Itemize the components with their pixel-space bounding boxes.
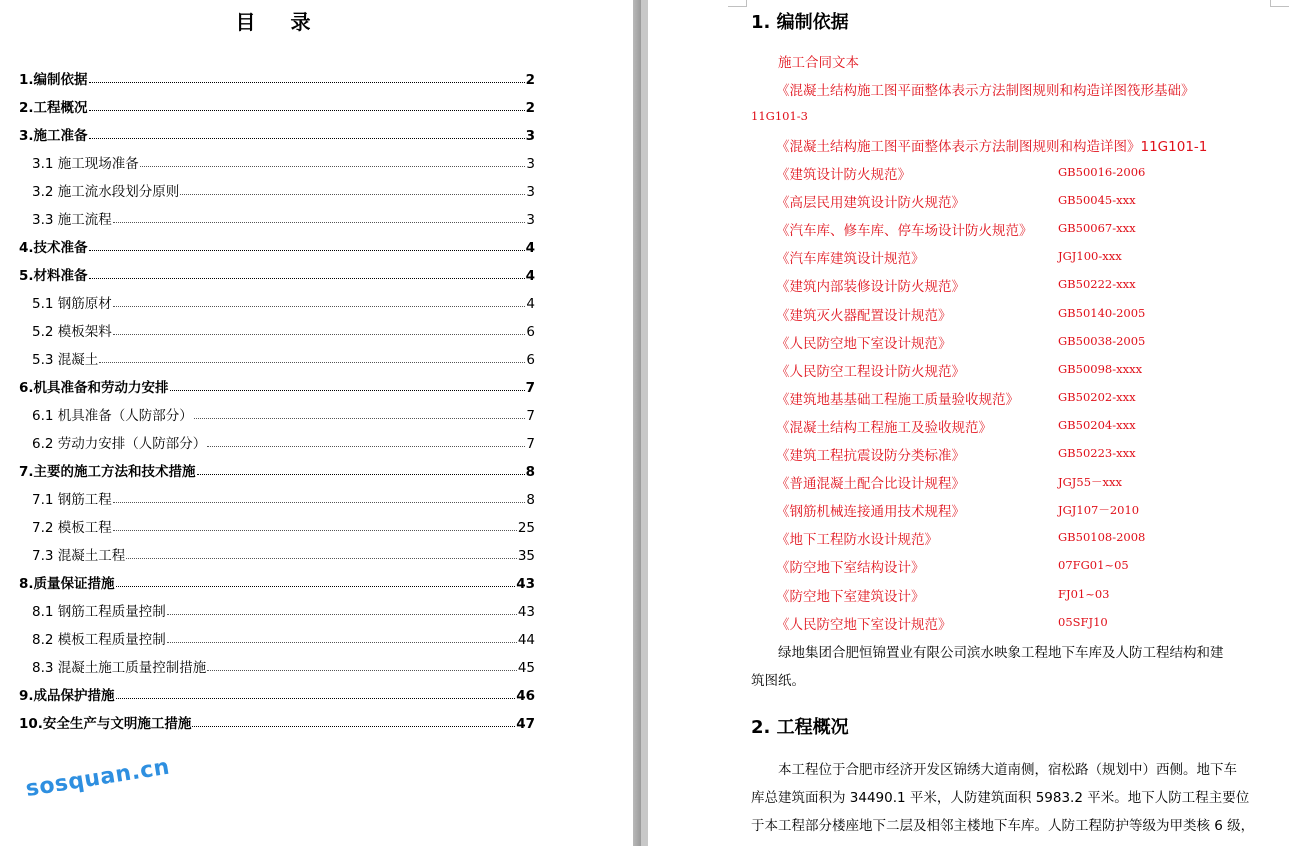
- toc-entry-label: 3.1 施工现场准备: [32, 156, 139, 172]
- reference-code: 07FG01~05: [1058, 558, 1129, 573]
- toc-dot-leader: [126, 558, 517, 559]
- toc-entry-page: 46: [516, 688, 535, 704]
- paragraph-line: 库总建筑面积为 34490.1 平米，人防建筑面积 5983.2 平米。地下人防工程主要位: [751, 790, 1250, 806]
- toc-entry[interactable]: [32, 292, 535, 312]
- toc-entry[interactable]: [32, 208, 535, 228]
- reference-code: JGJ100-xxx: [1058, 249, 1122, 264]
- toc-dot-leader: [113, 334, 526, 335]
- toc-dot-leader: [113, 306, 526, 307]
- body-page: [648, 0, 1299, 846]
- reference-code: GB50222-xxx: [1058, 277, 1136, 292]
- reference-long: 《混凝土结构施工图平面整体表示方法制图规则和构造详图》11G101-1: [776, 139, 1208, 155]
- toc-entry-page: 3: [526, 212, 535, 228]
- reference-name: 《防空地下室结构设计》: [776, 560, 925, 577]
- reference-name: 《建筑灭火器配置设计规范》: [776, 307, 952, 324]
- reference-name: 《防空地下室建筑设计》: [776, 588, 925, 605]
- toc-entry-label: 5.2 模板架料: [32, 324, 112, 340]
- toc-dot-leader: [180, 194, 525, 195]
- toc-entry-label: 3.2 施工流水段划分原则: [32, 184, 180, 200]
- toc-entry-label: 1.编制依据: [19, 72, 88, 88]
- toc-page: [0, 0, 633, 846]
- toc-dot-leader: [207, 446, 525, 447]
- toc-entry-page: 43: [517, 604, 535, 620]
- toc-entry-label: 4.技术准备: [19, 240, 88, 256]
- toc-entry-page: 8: [525, 464, 535, 480]
- toc-entry-page: 7: [526, 408, 535, 424]
- reference-name: 《混凝土结构工程施工及验收规范》: [776, 419, 992, 436]
- reference-name: 《钢筋机械连接通用技术规程》: [776, 504, 965, 521]
- section-heading: 1. 编制依据: [751, 12, 849, 33]
- reference-code: GB50204-xxx: [1058, 417, 1136, 432]
- toc-entry-label: 7.3 混凝土工程: [32, 548, 126, 564]
- reference-code: JGJ55－xxx: [1058, 475, 1122, 490]
- reference-name: 《人民防空地下室设计规范》: [776, 616, 952, 633]
- toc-dot-leader: [192, 726, 515, 727]
- reference-name: 《人民防空工程设计防火规范》: [776, 363, 965, 380]
- toc-entry-label: 7.2 模板工程: [32, 520, 112, 536]
- toc-entry[interactable]: [19, 712, 535, 732]
- toc-dot-leader: [89, 138, 525, 139]
- reference-code: GB50223-xxx: [1058, 446, 1136, 460]
- reference-name: 《汽车库建筑设计规范》: [776, 251, 925, 268]
- reference-name: 《建筑设计防火规范》: [776, 167, 911, 183]
- toc-entry[interactable]: [32, 600, 535, 620]
- toc-entry[interactable]: [32, 544, 535, 564]
- section-heading: 2. 工程概况: [751, 717, 849, 738]
- toc-entry-page: 3: [526, 184, 535, 200]
- toc-entry-label: 3.3 施工流程: [32, 212, 112, 228]
- toc-entry-page: 8: [526, 492, 535, 508]
- reference-name: 《地下工程防水设计规范》: [776, 532, 938, 549]
- toc-entry-page: 44: [517, 632, 535, 648]
- toc-entry[interactable]: [32, 348, 535, 368]
- reference-name: 《高层民用建筑设计防火规范》: [776, 195, 965, 212]
- toc-entry-page: 7: [526, 436, 535, 452]
- toc-dot-leader: [207, 670, 517, 671]
- toc-entry[interactable]: [32, 656, 535, 676]
- reference-code: 05SFJ10: [1058, 614, 1108, 629]
- toc-entry-label: 10.安全生产与文明施工措施: [19, 716, 192, 732]
- reference-long-code: 11G101-3: [751, 109, 808, 123]
- page-gutter-edge: [641, 0, 648, 846]
- toc-entry-page: 25: [517, 520, 535, 536]
- toc-entry[interactable]: [32, 152, 535, 172]
- toc-dot-leader: [113, 502, 526, 503]
- toc-entry-page: 2: [525, 72, 535, 88]
- toc-entry[interactable]: [19, 124, 535, 144]
- toc-dot-leader: [89, 250, 525, 251]
- toc-dot-leader: [197, 474, 525, 475]
- reference-code: FJ01~03: [1058, 586, 1110, 601]
- toc-dot-leader: [194, 418, 526, 419]
- toc-entry-label: 6.机具准备和劳动力安排: [19, 380, 169, 396]
- reference-name: 《建筑工程抗震设防分类标准》: [776, 448, 965, 464]
- toc-entry-label: 8.3 混凝土施工质量控制措施: [32, 660, 207, 676]
- reference-long: 《混凝土结构施工图平面整体表示方法制图规则和构造详图筏形基础》: [776, 83, 1195, 99]
- reference-name: 《建筑内部装修设计防火规范》: [776, 279, 965, 296]
- toc-dot-leader: [167, 642, 517, 643]
- toc-entry[interactable]: [19, 460, 535, 480]
- toc-entry[interactable]: [19, 376, 535, 396]
- reference-name: 《人民防空地下室设计规范》: [776, 335, 952, 352]
- toc-entry[interactable]: [19, 236, 535, 256]
- toc-dot-leader: [99, 362, 525, 363]
- paragraph-line: 绿地集团合肥恒锦置业有限公司滨水映象工程地下车库及人防工程结构和建: [778, 645, 1224, 661]
- toc-dot-leader: [113, 222, 526, 223]
- paragraph-line: 本工程位于合肥市经济开发区锦绣大道南侧，宿松路（规划中）西侧。地下车: [778, 762, 1237, 778]
- reference-code: GB50108-2008: [1058, 530, 1146, 545]
- reference-code: GB50202-xxx: [1058, 389, 1136, 404]
- toc-dot-leader: [89, 82, 525, 83]
- toc-entry[interactable]: [32, 516, 535, 536]
- toc-entry[interactable]: [32, 488, 535, 508]
- toc-entry[interactable]: [32, 320, 535, 340]
- reference-code: GB50140-2005: [1058, 305, 1146, 320]
- page-gutter: [633, 0, 641, 846]
- reference-name: 《建筑地基基础工程施工质量验收规范》: [776, 391, 1019, 408]
- toc-entry[interactable]: [32, 628, 535, 648]
- toc-entry-page: 4: [526, 296, 535, 312]
- reference-code: GB50098-xxxx: [1058, 361, 1143, 376]
- toc-dot-leader: [170, 390, 525, 391]
- toc-dot-leader: [116, 586, 516, 587]
- toc-entry-label: 9.成品保护措施: [19, 688, 115, 704]
- toc-entry-page: 6: [526, 324, 535, 340]
- toc-entry-label: 2.工程概况: [19, 100, 88, 116]
- toc-entry[interactable]: [19, 684, 535, 704]
- reference-code: GB50038-2005: [1058, 333, 1146, 348]
- reference-code: GB50067-xxx: [1058, 221, 1136, 236]
- toc-entry-page: 45: [517, 660, 535, 676]
- toc-entry-page: 35: [517, 548, 535, 564]
- toc-entry[interactable]: [19, 68, 535, 88]
- toc-dot-leader: [167, 614, 517, 615]
- toc-entry[interactable]: [19, 572, 535, 592]
- toc-entry[interactable]: [32, 432, 535, 452]
- reference-name: 《普通混凝土配合比设计规程》: [776, 476, 965, 493]
- margin-corner-mark: [728, 0, 747, 7]
- toc-entry-label: 8.1 钢筋工程质量控制: [32, 604, 166, 620]
- toc-entry[interactable]: [19, 96, 535, 116]
- watermark: sosquan.cn: [24, 754, 172, 802]
- reference-name: 《汽车库、修车库、停车场设计防火规范》: [776, 223, 1033, 240]
- paragraph-line: 筑图纸。: [751, 673, 805, 689]
- toc-entry-label: 3.施工准备: [19, 128, 88, 144]
- toc-entry-label: 7.主要的施工方法和技术措施: [19, 464, 196, 480]
- toc-entry-label: 5.材料准备: [19, 268, 88, 284]
- reference-code: JGJ107－2010: [1058, 503, 1140, 518]
- toc-entry[interactable]: [32, 180, 535, 200]
- toc-entry-label: 6.2 劳动力安排（人防部分）: [32, 436, 207, 452]
- margin-corner-mark: [1270, 0, 1289, 7]
- paragraph-line: 于本工程部分楼座地下二层及相邻主楼地下车库。人防工程防护等级为甲类核 6 级，: [751, 818, 1255, 834]
- toc-entry-page: 2: [525, 100, 535, 116]
- toc-entry-page: 47: [516, 716, 535, 732]
- toc-entry-page: 3: [526, 156, 535, 172]
- toc-dot-leader: [140, 166, 526, 167]
- reference-code: GB50016-2006: [1058, 165, 1146, 179]
- toc-entry-page: 6: [526, 352, 535, 368]
- toc-entry-label: 6.1 机具准备（人防部分）: [32, 408, 193, 424]
- toc-dot-leader: [116, 698, 516, 699]
- toc-entry-label: 5.1 钢筋原材: [32, 296, 112, 312]
- toc-entry-label: 8.质量保证措施: [19, 576, 115, 592]
- toc-entry[interactable]: [32, 404, 535, 424]
- contract-text: 施工合同文本: [778, 55, 859, 71]
- toc-entry-page: 7: [525, 380, 535, 396]
- toc-dot-leader: [113, 530, 517, 531]
- toc-entry-label: 5.3 混凝土: [32, 352, 99, 368]
- toc-title: 目 录: [235, 10, 325, 34]
- toc-entry-page: 4: [525, 240, 535, 256]
- toc-entry-page: 3: [525, 128, 535, 144]
- toc-entry-page: 4: [525, 268, 535, 284]
- toc-entry-label: 8.2 模板工程质量控制: [32, 632, 166, 648]
- toc-entry[interactable]: [19, 264, 535, 284]
- toc-dot-leader: [89, 110, 525, 111]
- toc-entry-page: 43: [516, 576, 535, 592]
- reference-code: GB50045-xxx: [1058, 193, 1136, 208]
- toc-dot-leader: [89, 278, 525, 279]
- toc-entry-label: 7.1 钢筋工程: [32, 492, 112, 508]
